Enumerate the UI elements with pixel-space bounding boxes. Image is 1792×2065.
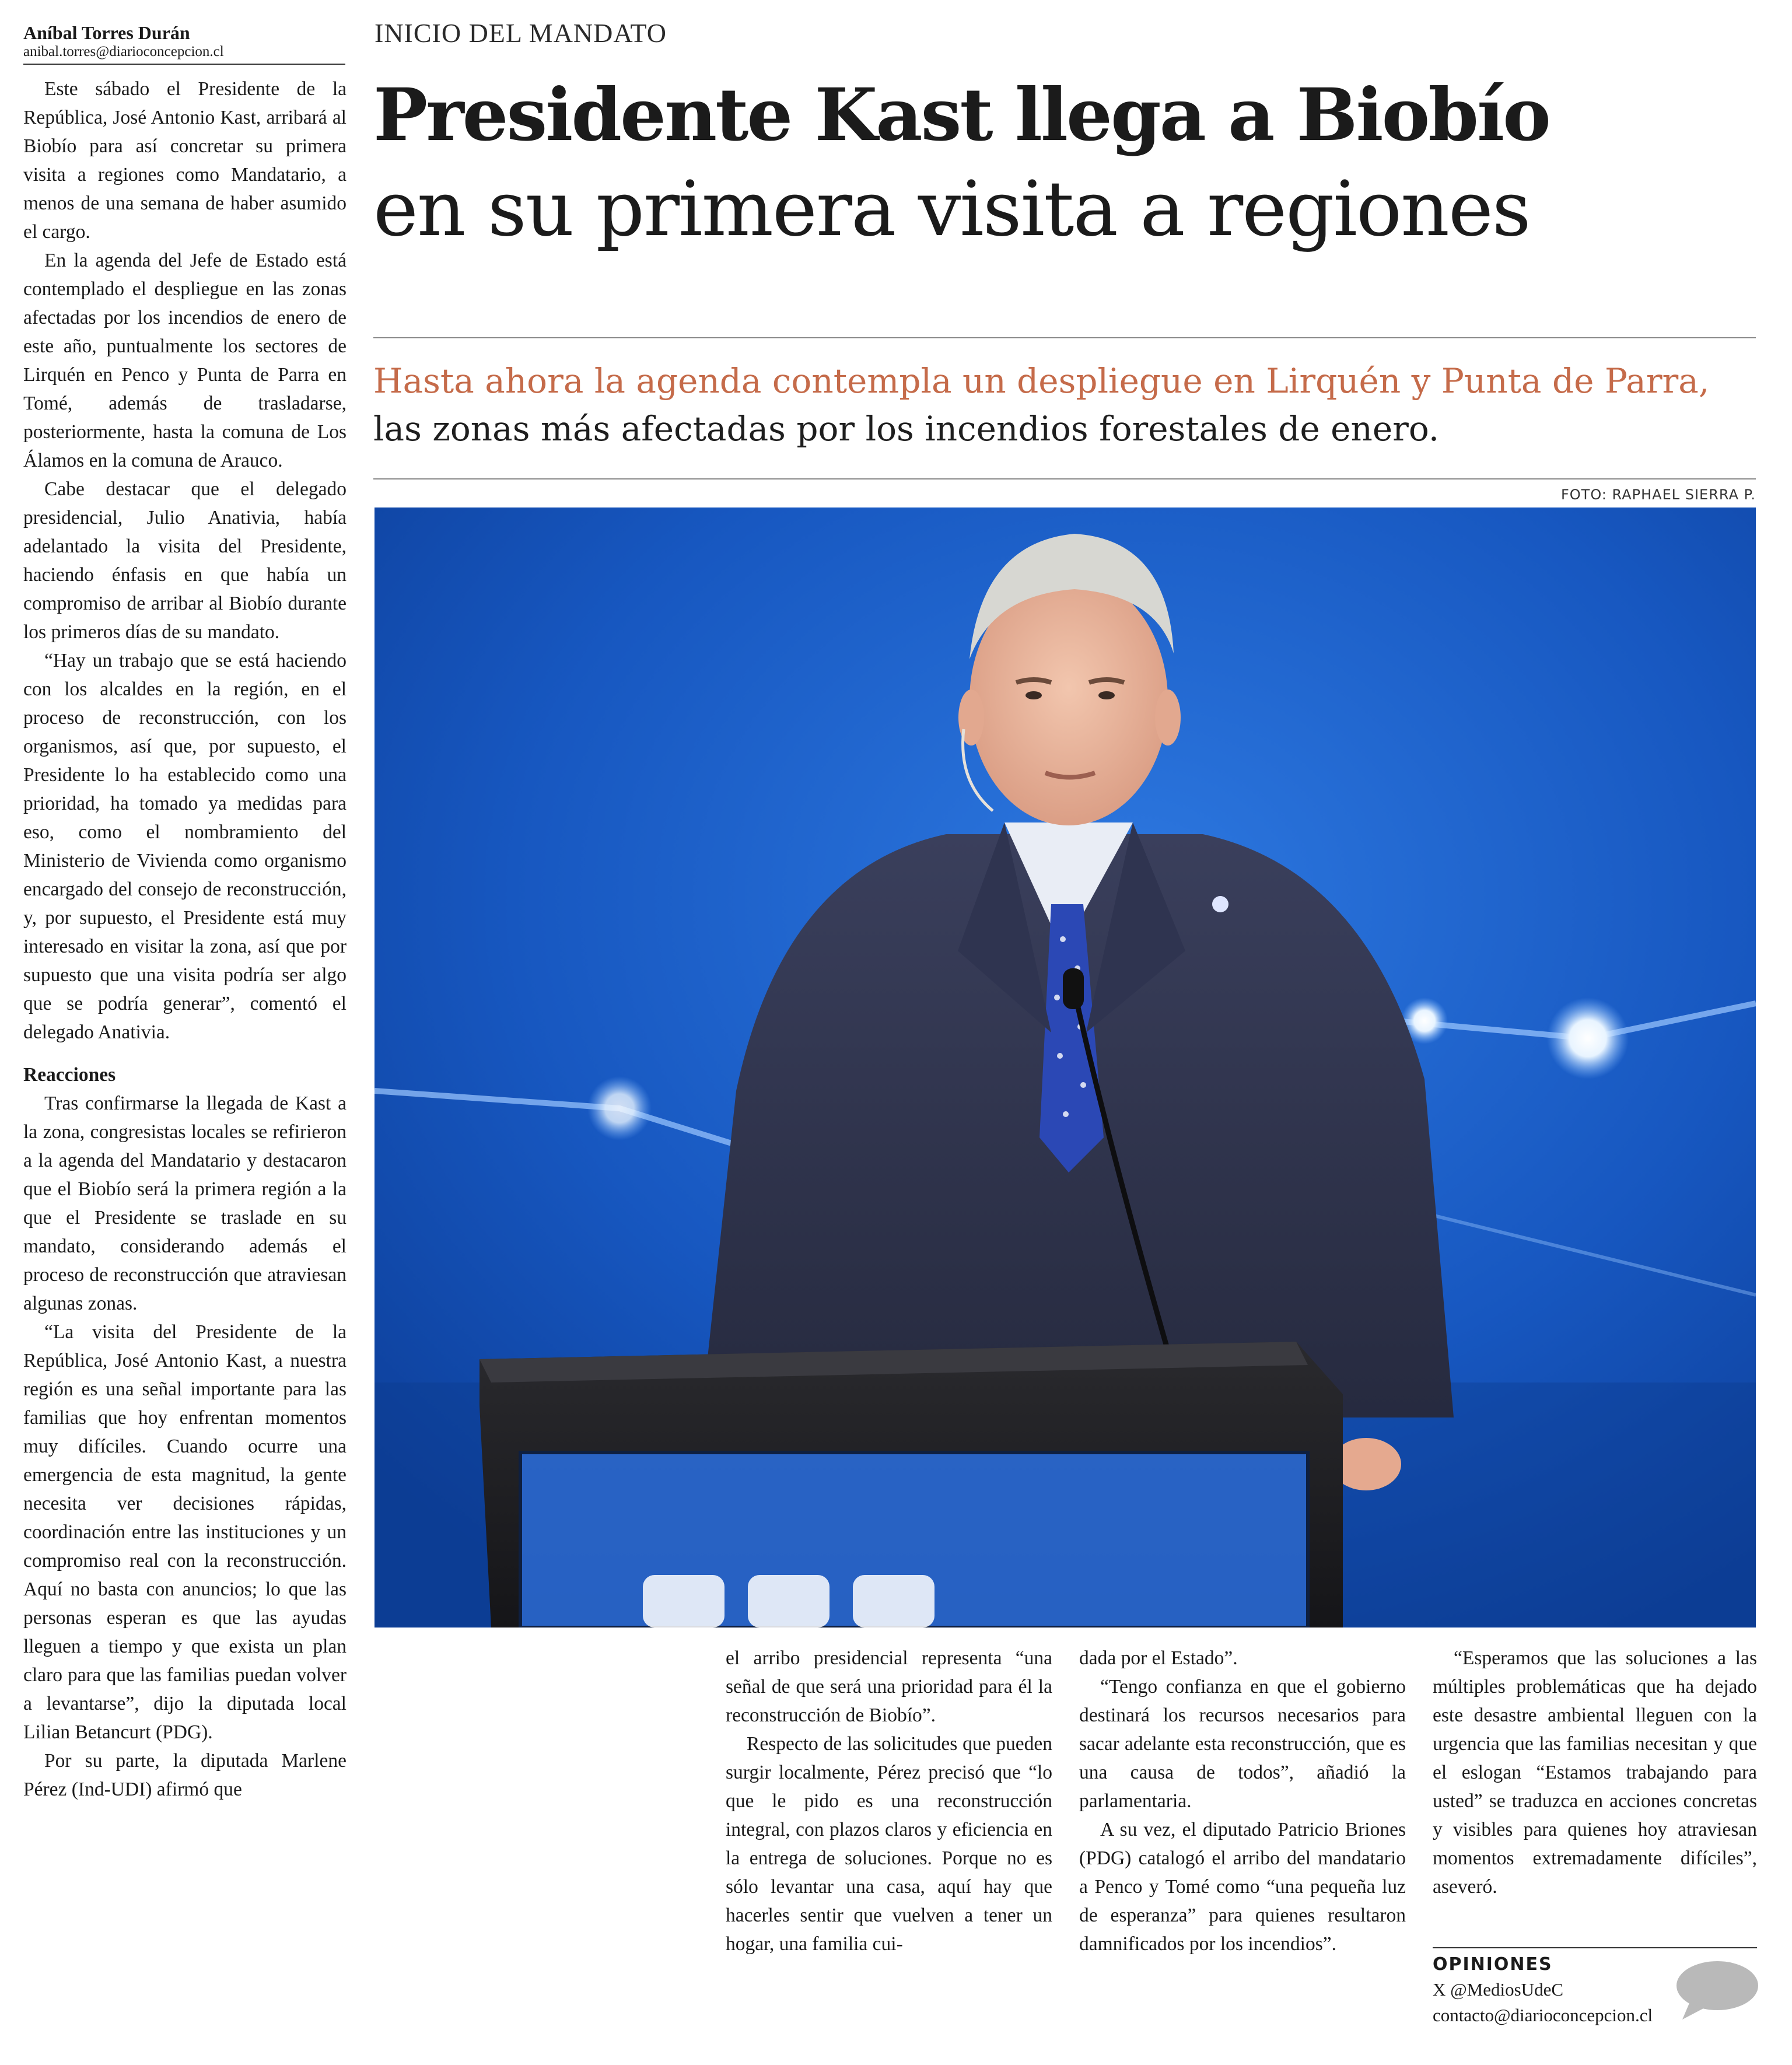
paragraph: Por su parte, la diputada Marlene Pérez (Ind-UDI) afirmó que xyxy=(23,1750,346,1800)
subhead-accent: Hasta ahora la agenda contempla un despliegue en Lirquén y Punta de Parra, xyxy=(373,361,1710,401)
article-column-4 xyxy=(1433,1644,1757,1901)
paragraph: “Esperamos que las soluciones a las múltiples problemáticas que ha dejado este desastre ambiental lleguen con la urgencia que las familias necesitan y que el eslogan “Estamos trabajando para usted” se traduzca en acciones concretas y visibles para quienes hoy atraviesan momentos extremadamente difíciles”, aseveró. xyxy=(1433,1647,1757,1898)
paragraph: En la agenda del Jefe de Estado está contemplado el despliegue en las zonas afectadas por los incendios de enero de este año, puntualmente los sectores de Lirquén en Penco y Punta de Parra en Tomé, además de trasladarse, posteriormente, hasta la comuna de Los Álamos en la comuna de Arauco. xyxy=(23,250,346,471)
author-byline xyxy=(23,22,345,65)
paragraph: Cabe destacar que el delegado presidencial, Julio Anativia, había adelantado la visita del Presidente, haciendo énfasis en que había un compromiso de arribar al Biobío durante los primeros días de su mandato. xyxy=(23,478,346,643)
headline-divider xyxy=(373,337,1756,338)
subhead-divider xyxy=(373,478,1756,480)
article-column-3 xyxy=(1079,1644,1406,1958)
paragraph: “Tengo confianza en que el gobierno destinará los recursos necesarios para sacar adelante esta reconstrucción, que es una causa de todos”, añadió la parlamentaria. xyxy=(1079,1676,1406,1812)
speech-bubble-icon xyxy=(1672,1958,1759,2022)
paragraph: “La visita del Presidente de la República, José Antonio Kast, a nuestra región es una señal importante para las familias que hoy enfrentan momentos muy difíciles. Cuando ocurre una emergencia de esta magnitud, la gente necesita ver decisiones rápidas, coordinación entre las instituciones y un compromiso real con la reconstrucción. Aquí no basta con anuncios; lo que las personas esperan es que las ayudas lleguen a tiempo y que exista un plan claro para que las familias puedan volver a levantarse”, dijo la diputada local Lilian Betancurt (PDG). xyxy=(23,1321,346,1743)
section-subtitle: Reacciones xyxy=(23,1064,116,1086)
article-column-2 xyxy=(726,1644,1052,1958)
photo-illustration xyxy=(374,508,1756,1628)
headline xyxy=(373,69,1773,256)
photo-credit: FOTO: RAPHAEL SIERRA P. xyxy=(1560,487,1756,503)
article-column-1 xyxy=(23,75,346,1804)
headline-line-1: Presidente Kast llega a Biobío xyxy=(373,73,1549,158)
paragraph: Respecto de las solicitudes que pueden surgir localmente, Pérez precisó que “lo que le pido es una reconstrucción integral, con plazos claros y eficiencia en la entrega de soluciones. Porque no es sólo levantar una casa, aquí hay que hacerles sentir que vuelven a tener un hogar, una familia cui- xyxy=(726,1733,1052,1955)
subhead-rest: las zonas más afectadas por los incendios forestales de enero. xyxy=(373,409,1440,449)
section-label: INICIO DEL MANDATO xyxy=(374,18,667,48)
opinions-title: OPINIONES xyxy=(1433,1954,1553,1975)
paragraph: A su vez, el diputado Patricio Briones (PDG) catalogó el arribo del mandatario a Penco y Tomé como “una pequeña luz de esperanza” para quienes resultaron damnificados por los incendios”. xyxy=(1079,1819,1406,1955)
headline-line-2: en su primera visita a regiones xyxy=(373,164,1530,253)
opinions-handle[interactable]: X @MediosUdeC xyxy=(1433,1979,1564,2000)
author-email[interactable]: anibal.torres@diarioconcepcion.cl xyxy=(23,44,345,65)
subhead xyxy=(373,357,1756,453)
article-photo xyxy=(374,508,1756,1628)
paragraph: Tras confirmarse la llegada de Kast a la zona, congresistas locales se refirieron a la agenda del Mandatario y destacaron que el Biobío será la primera región a la que el Presidente se traslade en su mandato, considerando además el proceso de reconstrucción que atraviesan algunas zonas. xyxy=(23,1093,346,1314)
paragraph: Este sábado el Presidente de la República, José Antonio Kast, arribará al Biobío para así concretar su primera visita a regiones como Mandatario, a menos de una semana de haber asumido el cargo. xyxy=(23,78,346,243)
paragraph: “Hay un trabajo que se está haciendo con los alcaldes en la región, en el proceso de reconstrucción, con los organismos, así que, por supuesto, el Presidente lo ha establecido como una prioridad, ha tomado ya medidas para eso, como el nombramiento del Ministerio de Vivienda como organismo encargado del consejo de reconstrucción, y, por supuesto, el Presidente está muy interesado en visitar la zona, así que por supuesto que una visita podría ser algo que se podría generar”, comentó el delegado Anativia. xyxy=(23,650,346,1043)
author-name: Aníbal Torres Durán xyxy=(23,22,190,43)
opinions-divider xyxy=(1433,1947,1757,1948)
opinions-email[interactable]: contacto@diarioconcepcion.cl xyxy=(1433,2005,1653,2025)
paragraph: el arribo presidencial representa “una señal de que será una prioridad para él la reconstrucción de Biobío”. xyxy=(726,1647,1052,1726)
paragraph: dada por el Estado”. xyxy=(1079,1647,1238,1669)
opinions-box xyxy=(1433,1954,1757,2028)
